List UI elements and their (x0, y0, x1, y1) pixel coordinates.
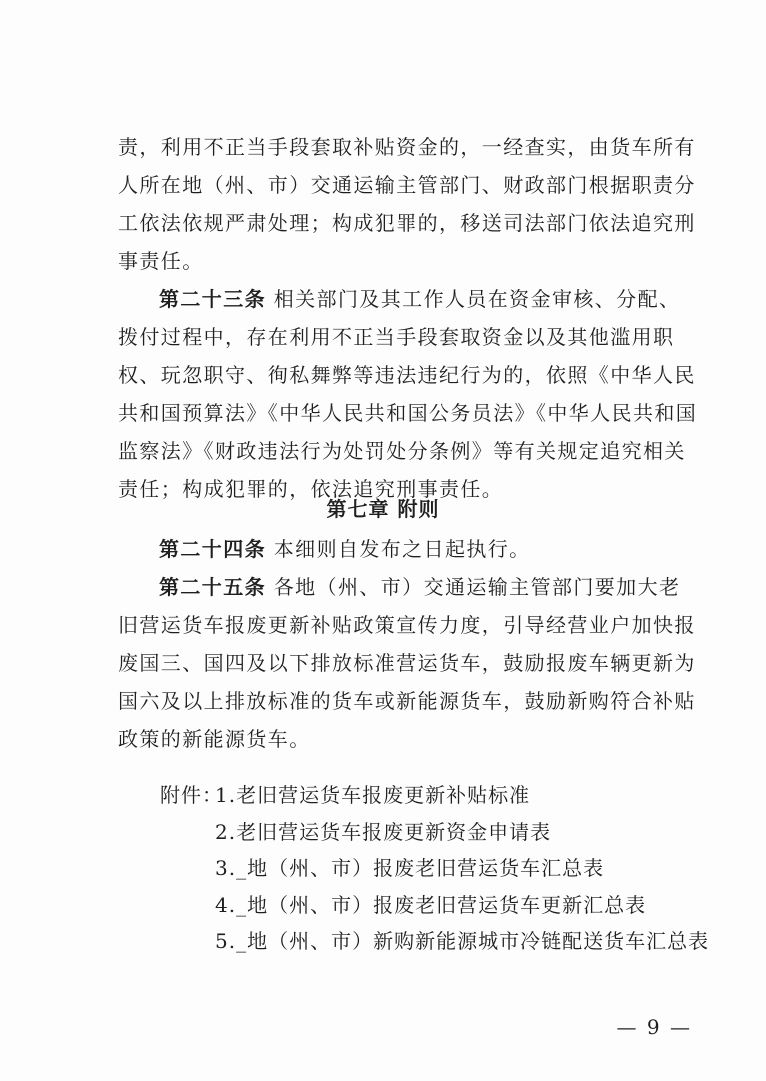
paragraph-responsibility: 责，利用不正当手段套取补贴资金的，一经查实，由货车所有人所在地（州、市）交通运输主管部门、财政部门根据职责分工依法依规严肃处理；构成犯罪的，移送司法部门依法追究刑事责任。 (118, 135, 696, 273)
attachment-item-3: 3._地（州、市）报废老旧营运货车汇总表 (215, 856, 605, 880)
attachment-item-5: 5._地（州、市）新购新能源城市冷链配送货车汇总表 (215, 929, 710, 953)
article-24-title: 第二十四条 (159, 537, 266, 561)
chapter-7-heading: 第七章 附则 (326, 497, 440, 521)
page-number: — 9 — (616, 1015, 692, 1039)
article-23-title: 第二十三条 (159, 287, 266, 311)
body-text-2 (118, 530, 698, 758)
article-23-text: 相关部门及其工作人员在资金审核、分配、拨付过程中，存在利用不正当手段套取资金以及其他滥用职权、玩忽职守、徇私舞弊等违法违纪行为的，依照《中华人民共和国预算法》《中华人民共和国公务员法》《中华人民共和国监察法》《财政违法行为处罚处分条例》等有关规定追究相关责任；构成犯罪的，依法追究刑事责任。 (118, 287, 698, 501)
attachment-item-1: 1.老旧营运货车报废更新补贴标准 (215, 783, 531, 807)
attachment-item-4: 4._地（州、市）报废老旧营运货车更新汇总表 (215, 893, 647, 917)
article-23 (118, 280, 698, 508)
attachments-label: 附件： (160, 783, 223, 807)
article-24-text: 本细则自发布之日起执行。 (273, 537, 531, 561)
article-25-text: 各地（州、市）交通运输主管部门要加大老旧营运货车报废更新补贴政策宣传力度，引导经营业户加快报废国三、国四及以下排放标准营运货车，鼓励报废车辆更新为国六及以上排放标准的货车或新能源货车，鼓励新购符合补贴政策的新能源货车。 (118, 575, 696, 751)
attachment-item-2: 2.老旧营运货车报废更新资金申请表 (215, 820, 552, 844)
body-text (118, 128, 698, 508)
article-24 (118, 530, 698, 568)
article-25-title: 第二十五条 (159, 575, 266, 599)
article-25 (118, 568, 698, 758)
